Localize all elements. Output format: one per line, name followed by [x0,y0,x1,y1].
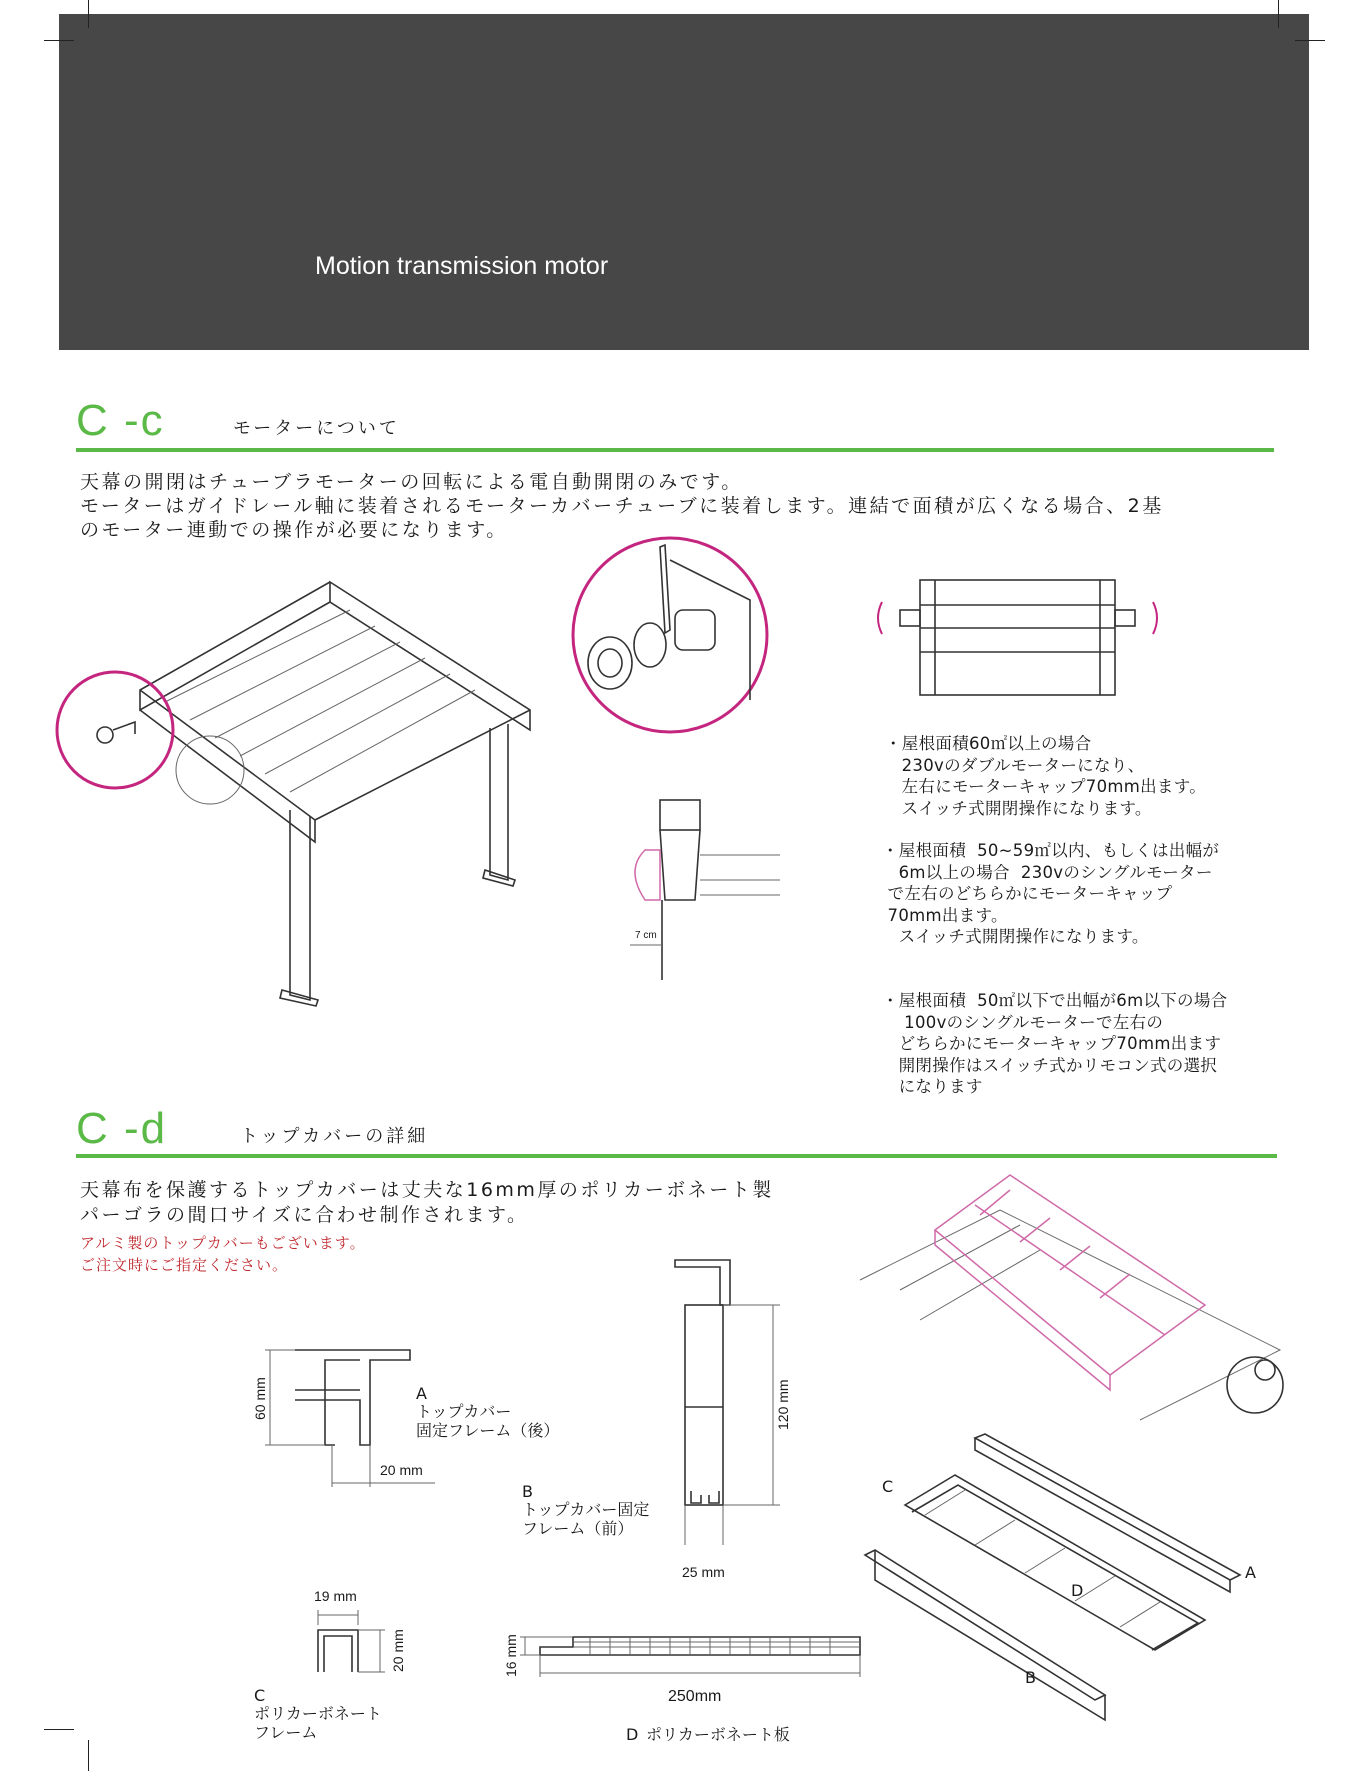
note-50-59sqm: ・屋根面積 50~59㎡以内、もしくは出幅が 6m以上の場合 230vのシングルモーター で左右のどちらかにモーターキャップ 70mm出ます。 スイッチ式開閉操作になります。 [882,841,1220,946]
part-b-height: 120 mm [775,1379,791,1430]
exploded-label-d: D [1071,1581,1084,1600]
part-a-name: トップカバー 固定フレーム（後） [416,1402,560,1440]
page-title: Motion transmission motor [315,252,609,280]
intro-line: パーゴラの間口サイズに合わせ制作されます。 [80,1204,529,1226]
part-a-width: 20 mm [380,1462,423,1478]
crop-mark [88,0,89,28]
section-code: C -d [76,1104,168,1153]
crop-mark [44,40,74,41]
exploded-label-a: A [1245,1563,1256,1582]
crop-mark [88,1740,89,1771]
intro-line: モーターはガイドレール軸に装着されるモーターカバーチューブに装着します。連結で面積が広くなる場合、2基 [80,495,1164,517]
intro-line: のモーター連動での操作が必要になります。 [80,519,508,541]
motor-cap-top-view [860,570,1180,690]
section-title: モーターについて [233,418,400,439]
header-band [59,14,1309,350]
section-divider [76,1154,1277,1158]
part-c-width: 19 mm [314,1588,357,1604]
crop-mark [1295,40,1325,41]
note-under-50sqm: ・屋根面積 50㎡以下で出幅が6m以下の場合 100vのシングルモーターで左右の どちらかにモーターキャップ70mm出ます 開閉操作はスイッチ式かリモコン式の選択 になります [882,991,1228,1096]
cap-offset-label: 7 cm [635,930,657,941]
aluminium-note: ご注文時にご指定ください。 [80,1256,289,1274]
part-d-width: 250mm [668,1688,722,1705]
section-code: C -c [76,396,165,445]
aluminium-note: アルミ製のトップカバーもございます。 [80,1234,366,1252]
part-d-letter: D [626,1725,639,1744]
part-a-height: 60 mm [252,1377,268,1420]
part-b-name: トップカバー固定 フレーム（前） [522,1500,650,1538]
note-60sqm: ・屋根面積60㎡以上の場合 230vのダブルモーターになり、 左右にモーターキャップ70mm出ます。 スイッチ式開閉操作になります。 [885,734,1206,818]
section-divider [76,448,1274,452]
crop-mark [44,1729,74,1730]
motor-detail-zoom [565,535,775,745]
exploded-assembly [860,1430,1270,1700]
part-b-profile [665,1255,785,1555]
crop-mark [1278,0,1279,28]
part-d-name: ポリカーボネート板 [646,1725,790,1744]
part-c-name: ポリカーボネート フレーム [254,1704,382,1742]
exploded-label-b: B [1025,1668,1036,1687]
part-d-thickness: 16 mm [503,1634,519,1677]
part-b-width: 25 mm [682,1564,725,1580]
section-title: トップカバーの詳細 [240,1126,429,1147]
pergola-illustration [60,570,560,1010]
exploded-label-c: C [882,1477,894,1496]
part-b-letter: B [522,1482,533,1501]
top-cover-perspective [860,1170,1300,1420]
motor-cap-side-view [620,795,780,985]
part-a-letter: A [416,1384,427,1403]
intro-line: 天幕の開閉はチューブラモーターの回転による電自動開閉のみです。 [80,471,743,493]
intro-line: 天幕布を保護するトップカバーは丈夫な16mm厚のポリカーボネート製 [80,1179,774,1201]
part-c-letter: C [254,1686,266,1705]
part-c-height: 20 mm [390,1629,406,1672]
